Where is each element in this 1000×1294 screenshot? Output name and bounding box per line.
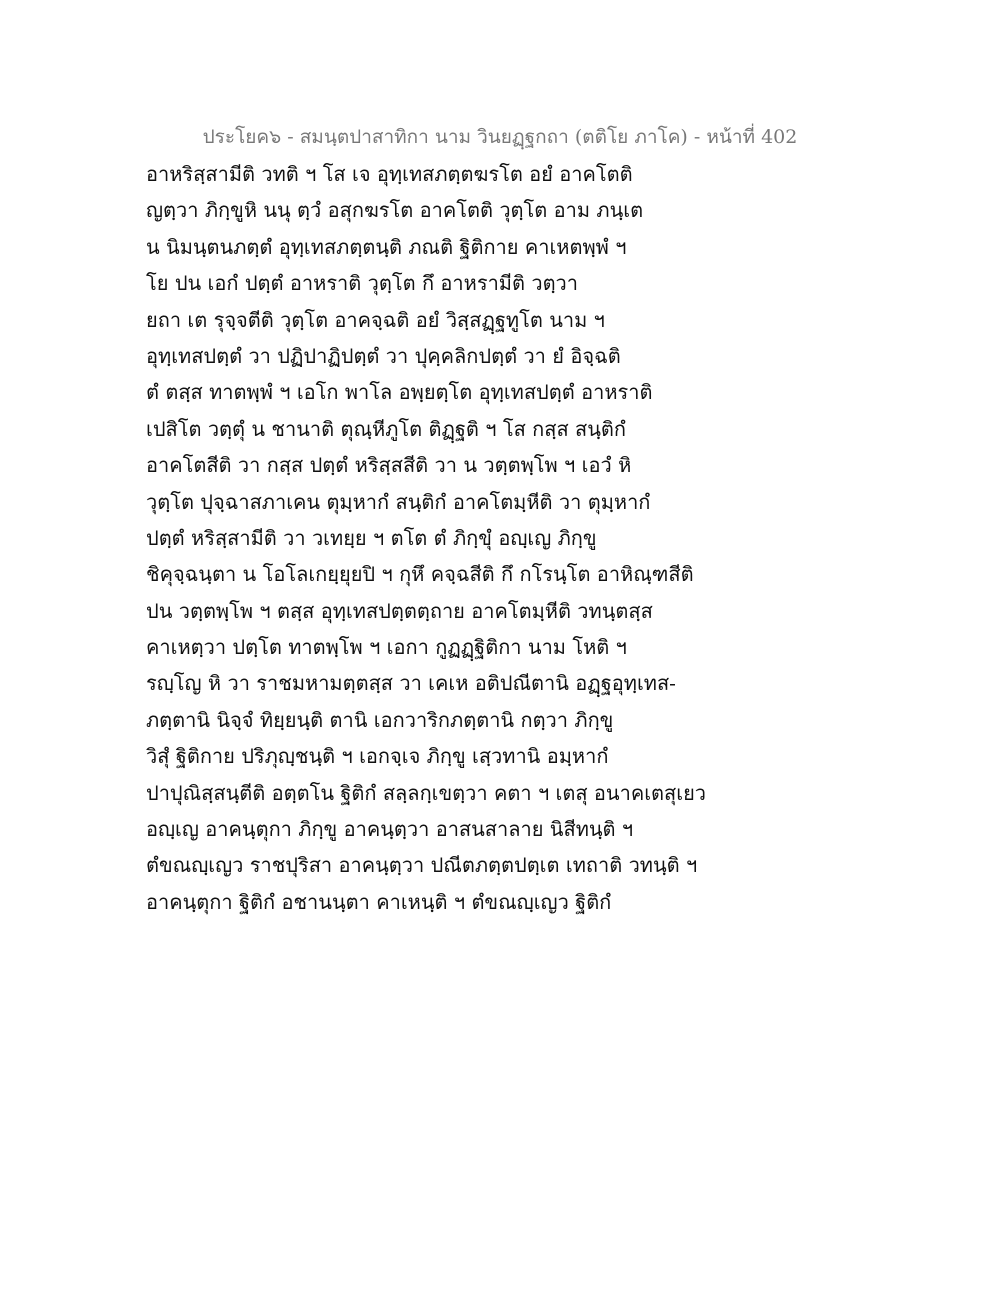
text-line: ภตฺตานิ นิจฺจํ ทิยฺยนฺติ ตานิ เอกวาริกภตฺตานิ กตฺวา ภิกฺขู <box>146 707 614 732</box>
text-line: อาคนฺตุกา ฐิติกํ อชานนฺตา คาเหนฺติ ฯ ตํขณญฺเญว ฐิติกํ <box>146 889 612 914</box>
text-line: โย ปน เอกํ ปตฺตํ อาหราติ วุตฺโต กึ อาหรามีติ วตฺวา <box>146 271 579 296</box>
text-line: อาหริสฺสามีติ วทติ ฯ โส เจ อุทฺเทสภตฺตฆรโต อยํ อาคโตติ <box>146 162 633 186</box>
text-line: อญฺเญ อาคนฺตุกา ภิกฺขู อาคนฺตฺวา อาสนสาลาย นิสีทนฺติ ฯ <box>146 817 634 842</box>
text-line: ตํ ตสฺส ทาตพฺพํ ฯ เอโก พาโล อพฺยตฺโต อุทฺเทสปตฺตํ อาหราติ <box>146 380 653 405</box>
text-line: ชิคุจฺฉนฺตา น โอโลเกยฺยุยปิ ฯ กุหึ คจฺฉสีติ กึ กโรนฺโต อาหิณฺฑสีติ <box>146 562 694 587</box>
text-line: ยถา เต รุจฺจตีติ วุตฺโต อาคจฺฉติ อยํ วิสฺสฏฺฐทูโต นาม ฯ <box>146 307 605 332</box>
text-line: อาคโตสีติ วา กสฺส ปตฺตํ หริสฺสสีติ วา น วตฺตพฺโพ ฯ เอวํ หิ <box>146 453 632 478</box>
text-line: ญตฺวา ภิกฺขูหิ นนุ ตฺวํ อสุกฆรโต อาคโตติ วุตฺโต อาม ภนฺเต <box>146 198 644 223</box>
text-line: คาเหตฺวา ปตฺโต ทาตพฺโพ ฯ เอกา กูฏฏฺฐิติกา นาม โหติ ฯ <box>146 635 627 660</box>
page-header: ประโยค๖ - สมนฺตปาสาทิกา นาม วินยฏฺฐกถา (ตติโย ภาโค) - หน้าที่ 402 <box>202 126 798 148</box>
text-line: วุตฺโต ปุจฺฉาสภาเคน ตุมฺหากํ สนฺติกํ อาคโตมฺหีติ วา ตุมฺหากํ <box>146 489 651 514</box>
text-line: วิสุํ ฐิติกาย ปริภุญฺชนฺติ ฯ เอกจฺเจ ภิกฺขู เสฺวทานิ อมฺหากํ <box>146 744 609 769</box>
text-line: ตํขณญฺเญว ราชปุริสา อาคนฺตฺวา ปณีตภตฺตปตฺเต เทถาติ วทนฺติ ฯ <box>146 853 698 878</box>
body-text <box>146 156 706 920</box>
text-line: ปตฺตํ หริสฺสามีติ วา วเทยฺย ฯ ตโต ตํ ภิกฺขุํ อญฺเญ ภิกฺขู <box>146 525 597 550</box>
text-line: เปสิโต วตฺตุํ น ชานาติ ตุณฺหีภูโต ติฏฺฐติ ฯ โส กสฺส สนฺติกํ <box>146 416 627 441</box>
text-line: ปน วตฺตพฺโพ ฯ ตสฺส อุทฺเทสปตฺตตฺถาย อาคโตมฺหีติ วทนฺตสฺส <box>146 598 653 623</box>
text-line: ปาปุณิสฺสนฺตีติ อตฺตโน ฐิติกํ สลฺลกฺเขตฺวา คตา ฯ เตสุ อนาคเตสุเยว <box>146 780 707 805</box>
text-line: น นิมนฺตนภตฺตํ อุทฺเทสภตฺตนฺติ ภณติ ฐิติกาย คาเหตพฺพํ ฯ <box>146 234 627 259</box>
text-line: อุทฺเทสปตฺตํ วา ปฏิปาฏิปตฺตํ วา ปุคฺคลิกปตฺตํ วา ยํ อิจฺฉติ <box>146 343 621 368</box>
text-line: รญฺโญ หิ วา ราชมหามตฺตสฺส วา เคเห อติปณีตานิ อฏฺฐอุทฺเทส- <box>146 671 676 696</box>
